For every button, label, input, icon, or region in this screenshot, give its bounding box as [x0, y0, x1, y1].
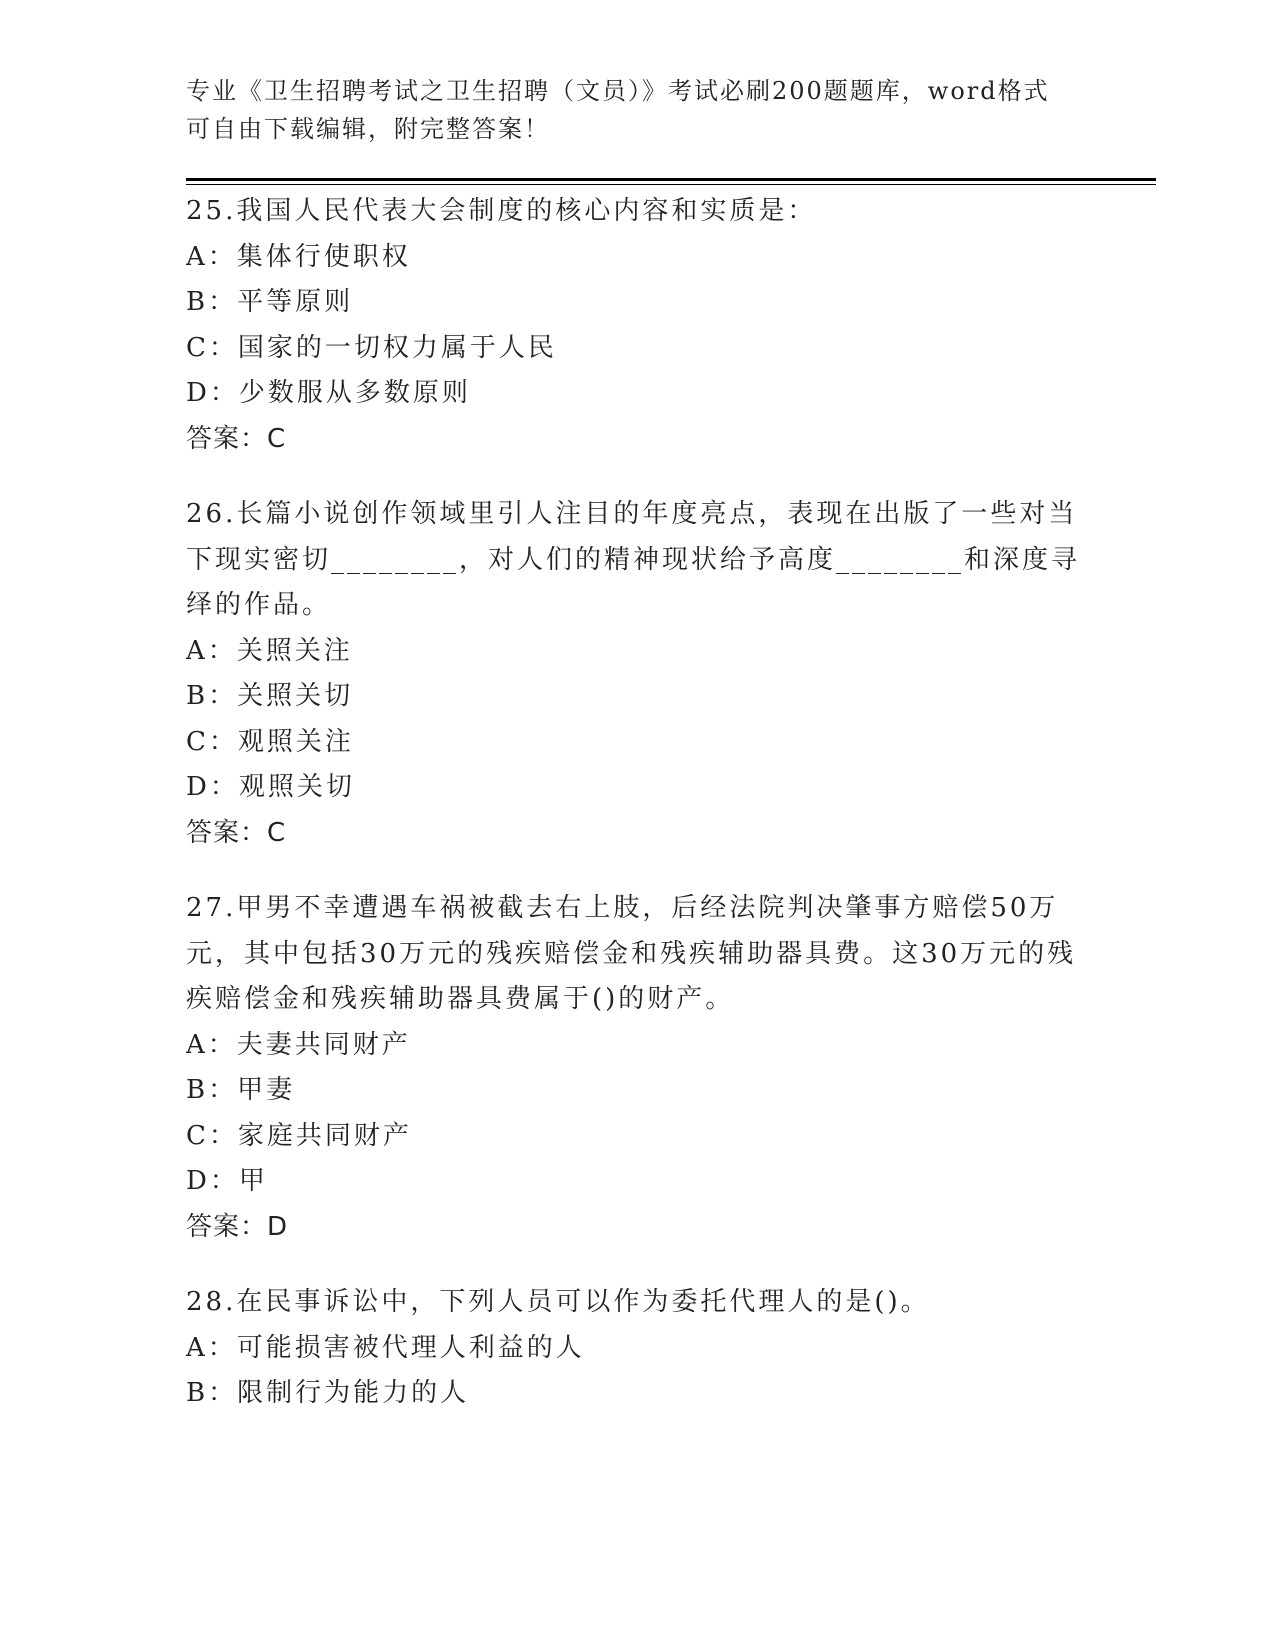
option-d: D：观照关切 [186, 772, 355, 802]
option-a: A：集体行使职权 [186, 241, 411, 272]
option-a: A：关照关注 [186, 635, 353, 666]
header-divider-thick [186, 178, 1156, 181]
question-stem: 25.我国人民代表大会制度的核心内容和实质是： [186, 196, 817, 226]
option-d: D：甲 [186, 1166, 268, 1196]
document-header: 专业《卫生招聘考试之卫生招聘（文员）》考试必刷200题题库，word格式可自由下载编辑，附完整答案！ [186, 77, 1050, 143]
question-25 [186, 189, 1086, 462]
option-a: A：夫妻共同财产 [186, 1029, 411, 1060]
question-list [186, 189, 1086, 1447]
option-c: C：国家的一切权力属于人民 [186, 332, 557, 363]
option-c: C：观照关注 [186, 726, 354, 757]
question-28 [186, 1280, 1086, 1417]
option-d: D：少数服从多数原则 [186, 378, 471, 408]
option-b: B：限制行为能力的人 [186, 1378, 470, 1408]
option-c: C：家庭共同财产 [186, 1120, 412, 1151]
question-27 [186, 886, 1086, 1250]
option-b: B：甲妻 [186, 1075, 296, 1105]
option-b: B：关照关切 [186, 681, 354, 711]
option-b: B：平等原则 [186, 287, 354, 317]
answer-line: 答案：D [186, 1211, 289, 1242]
header-divider-thin [186, 184, 1156, 185]
answer-line: 答案：C [186, 423, 287, 454]
question-stem: 26.长篇小说创作领域里引人注目的年度亮点，表现在出版了一些对当下现实密切________，对人们的精神现状给予高度________和深度寻绎的作品。 [186, 499, 1081, 620]
question-stem: 28.在民事诉讼中，下列人员可以作为委托代理人的是()。 [186, 1287, 930, 1317]
option-a: A：可能损害被代理人利益的人 [186, 1332, 585, 1363]
question-stem: 27.甲男不幸遭遇车祸被截去右上肢，后经法院判决肇事方赔偿50万元，其中包括30万元的残疾赔偿金和残疾辅助器具费。这30万元的残疾赔偿金和残疾辅助器具费属于()的财产。 [186, 893, 1077, 1014]
answer-line: 答案：C [186, 817, 287, 848]
question-26 [186, 492, 1086, 856]
